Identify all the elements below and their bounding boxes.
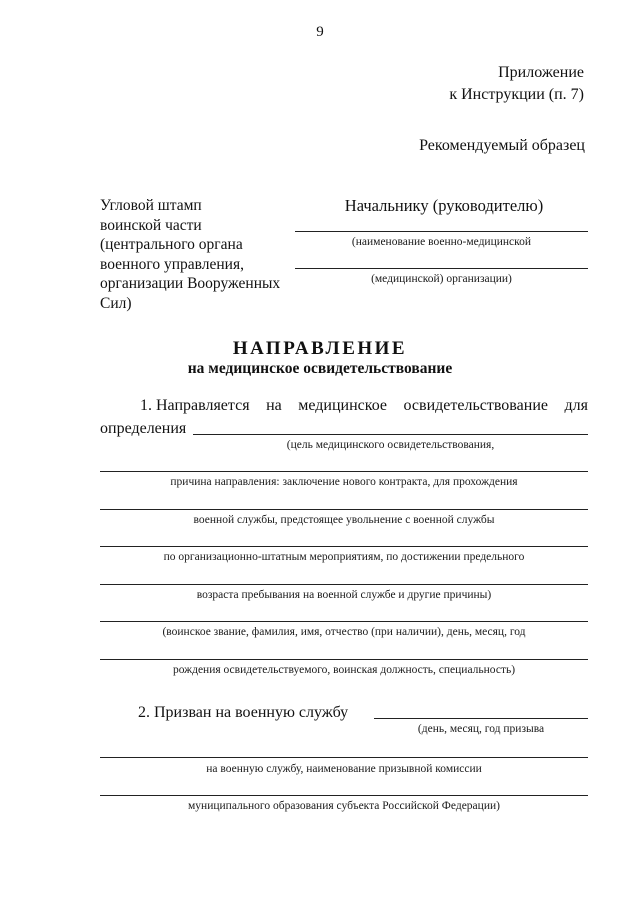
item1-caption-6: (воинское звание, фамилия, имя, отчество (при наличии), день, месяц, год bbox=[162, 626, 526, 638]
addressee-line-1[interactable] bbox=[295, 231, 588, 232]
item1-caption-7: рождения освидетельствуемого, воинская должность, специальность) bbox=[172, 664, 516, 676]
item1-line-4[interactable] bbox=[100, 546, 588, 547]
appendix-line-1: Приложение bbox=[498, 64, 584, 81]
addressee-caption-1: (наименование военно-медицинской bbox=[351, 236, 532, 248]
item1-line-6[interactable] bbox=[100, 621, 588, 622]
item1-caption-4: по организационно-штатным мероприятиям, по достижении предельного bbox=[163, 551, 525, 563]
item2-label: 2. Призван на военную службу bbox=[138, 704, 349, 721]
item1-line-5[interactable] bbox=[100, 584, 588, 585]
addressee-line-2[interactable] bbox=[295, 268, 588, 269]
document-title: НАПРАВЛЕНИЕ bbox=[232, 338, 408, 359]
item2-caption-3: муниципального образования субъекта Российской Федерации) bbox=[188, 800, 500, 812]
item1-continuation: определения bbox=[100, 420, 187, 437]
stamp-line: Сил) bbox=[100, 294, 132, 312]
item2-caption-2: на военную службу, наименование призывной комиссии bbox=[206, 763, 482, 775]
item1-line-3[interactable] bbox=[100, 509, 588, 510]
item2-line-3[interactable] bbox=[100, 795, 588, 796]
item2-date-line[interactable] bbox=[374, 718, 588, 719]
item1-word: 1. Направляется bbox=[140, 397, 250, 414]
item1-caption-2: причина направления: заключение нового контракта, для прохождения bbox=[170, 476, 518, 488]
page-number: 9 bbox=[316, 24, 324, 40]
stamp-line: организации Вооруженных bbox=[100, 275, 281, 292]
stamp-line: воинской части bbox=[100, 216, 202, 234]
sample-label: Рекомендуемый образец bbox=[419, 137, 585, 154]
appendix-line-2: к Инструкции (п. 7) bbox=[449, 86, 584, 103]
corner-stamp-text bbox=[100, 196, 290, 313]
addressee-caption-2: (медицинской) организации) bbox=[371, 273, 512, 285]
stamp-line: (центрального органа bbox=[100, 236, 243, 253]
item1-word: медицинское bbox=[298, 397, 388, 414]
item1-line-2[interactable] bbox=[100, 471, 588, 472]
stamp-line: военного управления, bbox=[100, 255, 244, 273]
item2-caption-1: (день, месяц, год призыва bbox=[417, 723, 545, 735]
item1-word: на bbox=[266, 397, 282, 414]
document-subtitle: на медицинское освидетельствование bbox=[187, 360, 453, 377]
stamp-line: Угловой штамп bbox=[100, 197, 202, 214]
addressee-title: Начальнику (руководителю) bbox=[344, 196, 544, 215]
appendix-reference bbox=[449, 62, 584, 106]
item1-caption-3: военной службы, предстоящее увольнение с военной службы bbox=[193, 514, 495, 526]
item2-line-2[interactable] bbox=[100, 757, 588, 758]
item1-caption-5: возраста пребывания на военной службе и другие причины) bbox=[196, 589, 492, 601]
item1-first-line bbox=[140, 397, 588, 415]
item1-line-7[interactable] bbox=[100, 659, 588, 660]
item1-caption-1: (цель медицинского освидетельствования, bbox=[286, 439, 495, 451]
item1-word: освидетельствование bbox=[403, 397, 548, 414]
item1-purpose-line[interactable] bbox=[193, 434, 588, 435]
item1-word: для bbox=[564, 397, 588, 414]
